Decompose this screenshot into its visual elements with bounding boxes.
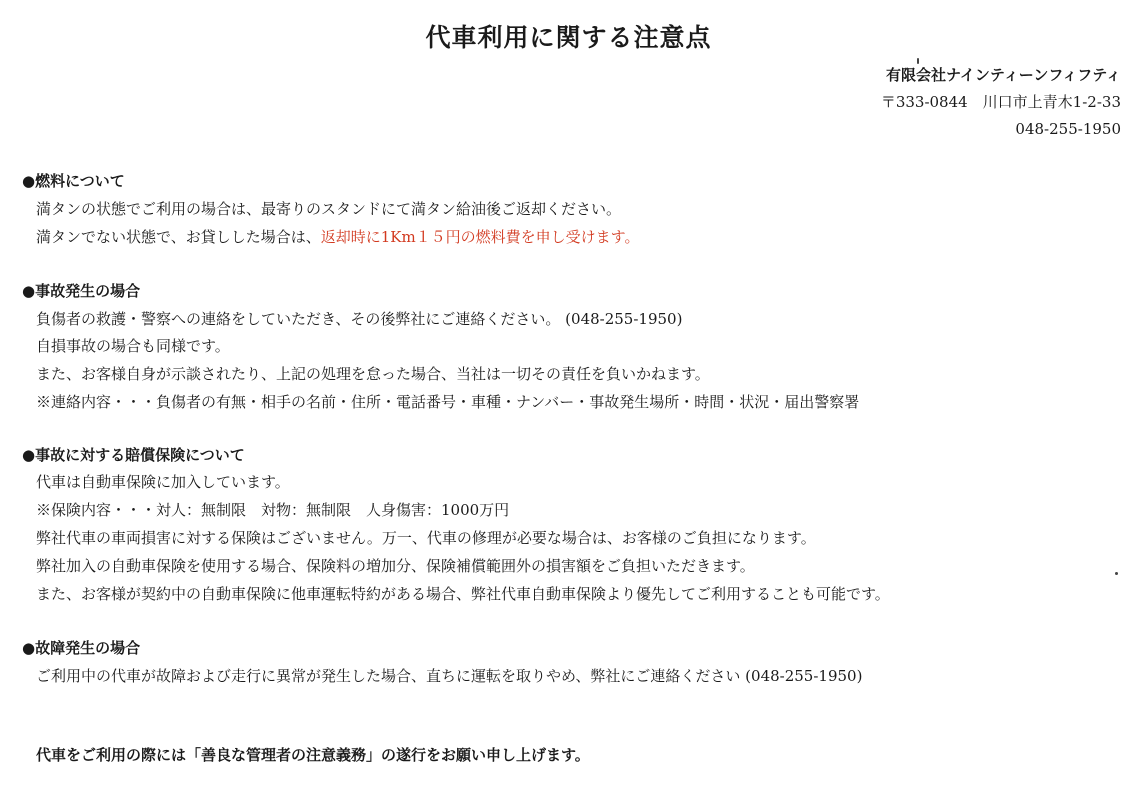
section-heading-insurance: ●事故に対する賠償保険について (22, 446, 245, 464)
scan-speck (1115, 572, 1118, 575)
accident-line-2: 自損事故の場合も同様です。 (36, 337, 230, 355)
fuel-charge-notice: 返却時に1Km１５円の燃料費を申し受けます。 (320, 228, 640, 246)
accident-line-4: ※連絡内容・・・負傷者の有無・相手の名前・住所・電話番号・車種・ナンバー・事故発生場所・時間・状況・届出警察署 (36, 393, 860, 411)
accident-line-3: また、お客様自身が示談されたり、上記の処理を怠った場合、当社は一切その責任を負いかねます。 (36, 365, 710, 383)
section-heading-breakdown: ●故障発生の場合 (22, 639, 141, 657)
closing-statement: 代車をご利用の際には「善良な管理者の注意義務」の遂行をお願い申し上げます。 (36, 746, 590, 764)
company-name: 有限会社ナインティーンフィフティ (885, 66, 1121, 84)
insurance-line-4: 弊社加入の自動車保険を使用する場合、保険料の増加分、保険補償範囲外の損害額をご負担いただきます。 (36, 557, 755, 575)
insurance-line-5: また、お客様が契約中の自動車保険に他車運転特約がある場合、弊社代車自動車保険より優先してご利用することも可能です。 (36, 585, 890, 603)
fuel-line-1: 満タンの状態でご利用の場合は、最寄りのスタンドにて満タン給油後ご返却ください。 (36, 200, 622, 218)
insurance-line-1: 代車は自動車保険に加入しています。 (36, 473, 290, 491)
document-title: 代車利用に関する注意点 (425, 23, 712, 52)
insurance-line-3: 弊社代車の車両損害に対する保険はございません。万一、代車の修理が必要な場合は、お客様のご負担になります。 (36, 529, 816, 547)
section-heading-accident: ●事故発生の場合 (22, 282, 141, 300)
scan-speck (917, 58, 919, 64)
company-address: 〒333-0844 川口市上青木1-2-33 (880, 93, 1121, 111)
breakdown-line-1: ご利用中の代車が故障および走行に異常が発生した場合、直ちに運転を取りやめ、弊社にご連絡ください (048-255-1950) (36, 667, 863, 685)
insurance-line-2: ※保険内容・・・対人：無制限 対物：無制限 人身傷害：1000万円 (36, 501, 510, 519)
fuel-line-2 (36, 226, 639, 247)
company-block (881, 62, 1121, 143)
company-phone: 048-255-1950 (1015, 120, 1121, 138)
section-heading-fuel: ●燃料について (22, 172, 125, 190)
accident-line-1: 負傷者の救護・警察への連絡をしていただき、その後弊社にご連絡ください。 (048-255-1950) (36, 310, 683, 328)
fuel-line-2-text: 満タンでない状態で、お貸しした場合は、 (36, 228, 321, 246)
